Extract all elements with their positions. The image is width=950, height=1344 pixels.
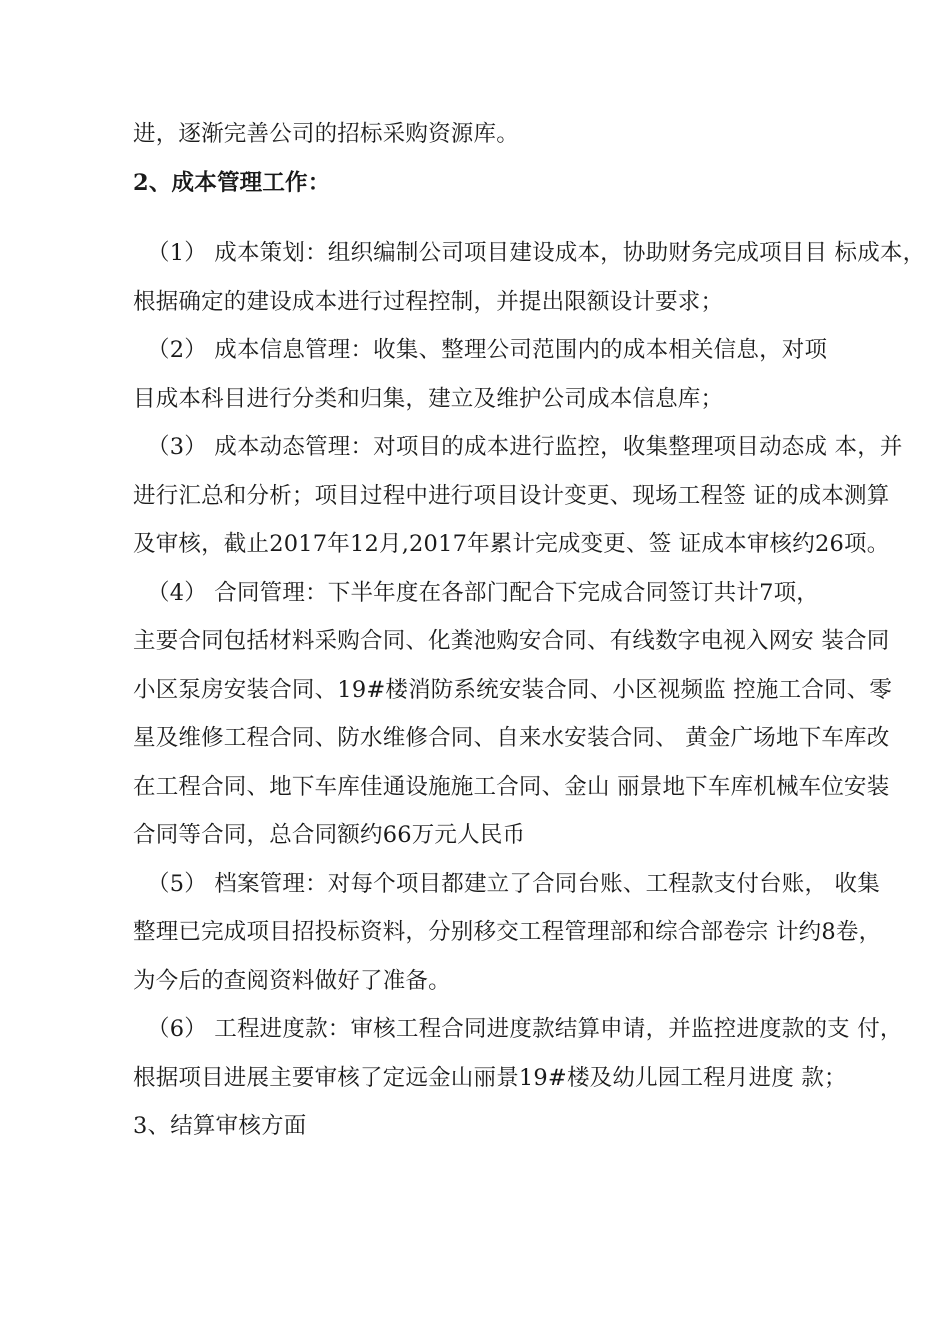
- paragraph-carryover: [133, 110, 845, 159]
- text-line: 主要合同包括材料采购合同、化粪池购安合同、有线数字电视入网安 装合同: [133, 628, 890, 654]
- heading-text: 2、成本管理工作：: [133, 169, 331, 196]
- text-line: 小区泵房安装合同、19#楼消防系统安装合同、小区视频监 控施工合同、零: [133, 676, 893, 703]
- heading-spacer: [133, 207, 845, 229]
- text-line: （3） 成本动态管理：对项目的成本进行监控，收集整理项目动态成 本，并: [147, 434, 903, 460]
- text-line: （6） 工程进度款：审核工程合同进度款结算申请，并监控进度款的支 付，: [147, 1016, 903, 1042]
- heading-text: 3、结算审核方面: [133, 1113, 307, 1139]
- text-line: （1） 成本策划：组织编制公司项目建设成本，协助财务完成项目目 标成本，: [147, 240, 926, 266]
- text-line: 进，逐渐完善公司的招标采购资源库。: [133, 121, 519, 147]
- section-heading-2: [133, 159, 845, 208]
- list-item-3: [133, 423, 903, 569]
- text-line: 在工程合同、地下车库佳通设施施工合同、金山 丽景地下车库机械车位安装: [133, 773, 890, 800]
- list-item-6: [133, 1005, 903, 1102]
- section-heading-3: [133, 1102, 845, 1151]
- text-line: （4） 合同管理：下半年度在各部门配合下完成合同签订共计7项，: [147, 579, 819, 606]
- list-item-4: [133, 569, 893, 860]
- list-item-5: [133, 860, 882, 1006]
- text-line: 进行汇总和分析；项目过程中进行项目设计变更、现场工程签 证的成本测算: [133, 482, 890, 509]
- text-line: 合同等合同，总合同额约66万元人民币: [133, 822, 526, 848]
- document-text-body: [133, 110, 926, 1151]
- text-line: 目成本科目进行分类和归集，建立及维护公司成本信息库；: [133, 385, 724, 412]
- list-item-2: [133, 326, 845, 423]
- text-line: 为今后的查阅资料做好了准备。: [133, 967, 451, 994]
- text-line: 星及维修工程合同、防水维修合同、自来水安装合同、 黄金广场地下车库改: [133, 725, 890, 751]
- text-line: 整理已完成项目招投标资料，分别移交工程管理部和综合部卷宗 计约8卷，: [133, 919, 882, 945]
- text-line: （5） 档案管理：对每个项目都建立了合同台账、工程款支付台账， 收集: [147, 870, 880, 897]
- text-line: 根据项目进展主要审核了定远金山丽景19#楼及幼儿园工程月进度 款；: [133, 1064, 847, 1091]
- list-item-1: [133, 229, 926, 326]
- text-line: （2） 成本信息管理：收集、整理公司范围内的成本相关信息，对项: [147, 337, 828, 363]
- text-line: 根据确定的建设成本进行过程控制，并提出限额设计要求；: [133, 288, 724, 315]
- text-line: 及审核，截止2017年12月,2017年累计完成变更、签 证成本审核约26项。: [133, 531, 890, 557]
